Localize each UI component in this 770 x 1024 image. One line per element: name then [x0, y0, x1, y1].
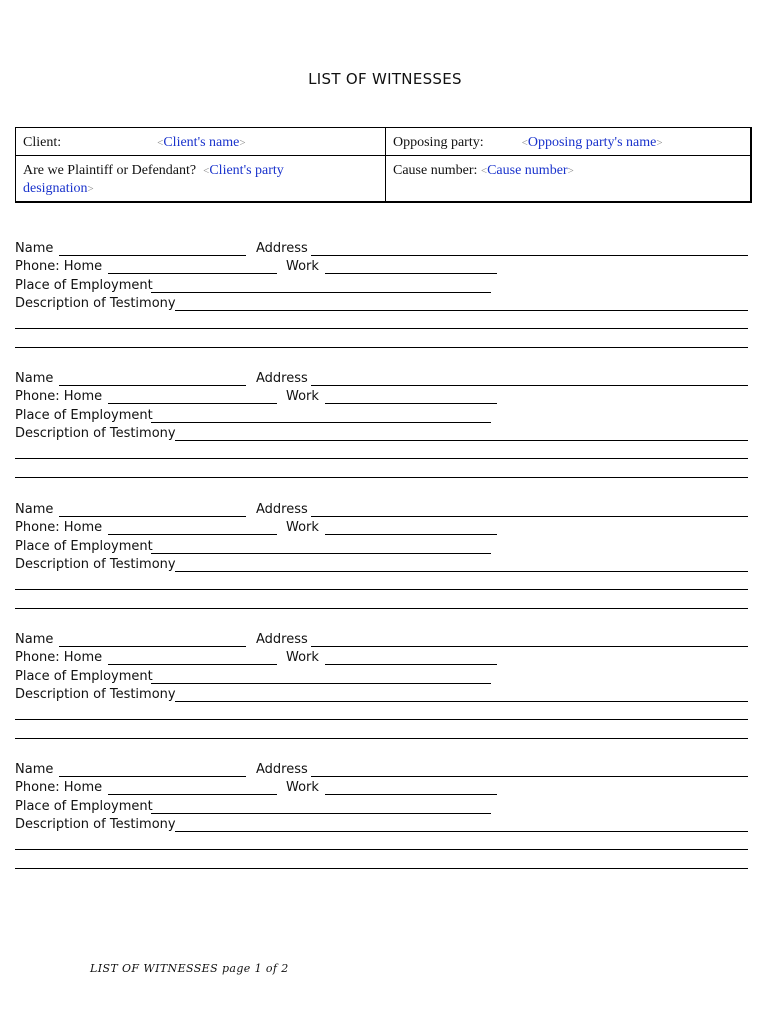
- witness-entry-3: [15, 503, 748, 623]
- address-label: Address: [256, 762, 308, 777]
- witness-entry-2: [15, 372, 748, 492]
- footer-title: LIST OF WITNESSES: [90, 962, 219, 975]
- party-cell: [16, 156, 386, 203]
- address-line[interactable]: [311, 776, 748, 777]
- phone-work-line[interactable]: [325, 273, 497, 274]
- witness-entry-5: [15, 763, 748, 883]
- address-line[interactable]: [311, 516, 748, 517]
- employment-label: Place of Employment: [15, 408, 153, 423]
- phone-work-label: Work: [286, 389, 319, 404]
- phone-home-label: Phone: Home: [15, 780, 103, 795]
- testimony-line-3[interactable]: [15, 608, 748, 609]
- opposing-close-bracket: >: [656, 137, 663, 149]
- testimony-line[interactable]: [175, 571, 748, 572]
- employment-label: Place of Employment: [15, 278, 153, 293]
- phone-home-label: Phone: Home: [15, 259, 103, 274]
- witness-entry-4: [15, 633, 748, 753]
- name-label: Name: [15, 241, 54, 256]
- page-title: LIST OF WITNESSES: [308, 70, 462, 88]
- testimony-line[interactable]: [175, 310, 748, 311]
- address-label: Address: [256, 241, 308, 256]
- phone-work-line[interactable]: [325, 534, 497, 535]
- phone-work-label: Work: [286, 780, 319, 795]
- phone-work-line[interactable]: [325, 794, 497, 795]
- phone-home-line[interactable]: [108, 794, 277, 795]
- name-label: Name: [15, 371, 54, 386]
- name-label: Name: [15, 762, 54, 777]
- phone-home-label: Phone: Home: [15, 389, 103, 404]
- phone-work-line[interactable]: [325, 664, 497, 665]
- cause-open-bracket: <: [480, 165, 488, 177]
- testimony-line-3[interactable]: [15, 477, 748, 478]
- testimony-line-2[interactable]: [15, 849, 748, 850]
- page-footer: [90, 962, 289, 975]
- testimony-line-3[interactable]: [15, 738, 748, 739]
- phone-work-label: Work: [286, 259, 319, 274]
- party-designation-field[interactable]: Client's party: [209, 163, 284, 178]
- employment-line[interactable]: [151, 292, 491, 293]
- name-label: Name: [15, 632, 54, 647]
- testimony-line[interactable]: [175, 440, 748, 441]
- testimony-label: Description of Testimony: [15, 687, 176, 702]
- employment-line[interactable]: [151, 553, 491, 554]
- phone-work-label: Work: [286, 650, 319, 665]
- address-label: Address: [256, 632, 308, 647]
- client-close-bracket: >: [239, 137, 246, 149]
- opposing-cell: [386, 128, 752, 156]
- witness-entry-1: [15, 242, 748, 362]
- testimony-line-2[interactable]: [15, 328, 748, 329]
- phone-home-line[interactable]: [108, 664, 277, 665]
- name-line[interactable]: [59, 516, 246, 517]
- testimony-label: Description of Testimony: [15, 557, 176, 572]
- opposing-name-field[interactable]: Opposing party's name: [527, 135, 657, 150]
- name-line[interactable]: [59, 385, 246, 386]
- name-line[interactable]: [59, 255, 246, 256]
- address-line[interactable]: [311, 646, 748, 647]
- testimony-line-2[interactable]: [15, 458, 748, 459]
- address-line[interactable]: [311, 385, 748, 386]
- phone-home-line[interactable]: [108, 534, 277, 535]
- testimony-line-3[interactable]: [15, 868, 748, 869]
- address-label: Address: [256, 371, 308, 386]
- employment-line[interactable]: [151, 422, 491, 423]
- cause-label: Cause number:: [393, 163, 478, 178]
- name-line[interactable]: [59, 776, 246, 777]
- employment-label: Place of Employment: [15, 799, 153, 814]
- employment-line[interactable]: [151, 813, 491, 814]
- phone-work-line[interactable]: [325, 403, 497, 404]
- testimony-label: Description of Testimony: [15, 296, 176, 311]
- party-designation-field-cont[interactable]: designation: [23, 181, 88, 196]
- testimony-line-2[interactable]: [15, 719, 748, 720]
- party-close-bracket: >: [87, 183, 94, 195]
- client-cell: [16, 128, 386, 156]
- name-label: Name: [15, 502, 54, 517]
- testimony-line[interactable]: [175, 701, 748, 702]
- testimony-line-2[interactable]: [15, 589, 748, 590]
- client-open-bracket: <: [157, 137, 164, 149]
- testimony-label: Description of Testimony: [15, 426, 176, 441]
- client-name-field[interactable]: Client's name: [163, 135, 240, 150]
- phone-home-line[interactable]: [108, 403, 277, 404]
- phone-home-label: Phone: Home: [15, 650, 103, 665]
- testimony-line-3[interactable]: [15, 347, 748, 348]
- testimony-label: Description of Testimony: [15, 817, 176, 832]
- cause-number-field[interactable]: Cause number: [487, 163, 568, 178]
- phone-home-line[interactable]: [108, 273, 277, 274]
- phone-home-label: Phone: Home: [15, 520, 103, 535]
- client-label: Client:: [23, 135, 62, 150]
- testimony-line[interactable]: [175, 831, 748, 832]
- cause-close-bracket: >: [567, 165, 574, 177]
- name-line[interactable]: [59, 646, 246, 647]
- employment-line[interactable]: [151, 683, 491, 684]
- phone-work-label: Work: [286, 520, 319, 535]
- party-open-bracket: <: [203, 165, 210, 177]
- case-info-table: [15, 127, 752, 203]
- address-line[interactable]: [311, 255, 748, 256]
- opposing-label: Opposing party:: [393, 135, 484, 150]
- address-label: Address: [256, 502, 308, 517]
- employment-label: Place of Employment: [15, 669, 153, 684]
- cause-cell: [386, 156, 752, 203]
- footer-page-number: page 1 of 2: [221, 962, 289, 975]
- party-question: Are we Plaintiff or Defendant?: [23, 163, 197, 178]
- employment-label: Place of Employment: [15, 539, 153, 554]
- opposing-open-bracket: <: [521, 137, 528, 149]
